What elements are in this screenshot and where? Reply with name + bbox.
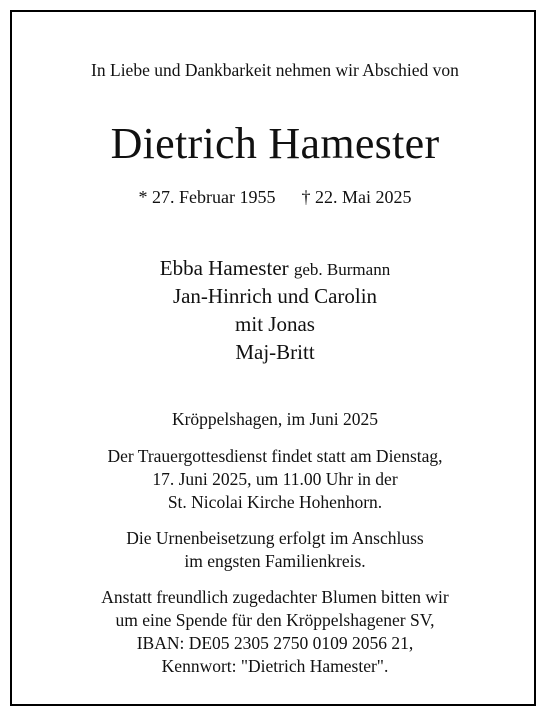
birth-date: * 27. Februar 1955 (138, 187, 276, 207)
deceased-name: Dietrich Hamester (110, 119, 440, 168)
donation-text-line: Anstatt freundlich zugedachter Blumen bitten wir (101, 587, 449, 607)
mourner-maiden-name: geb. Burmann (293, 260, 391, 279)
burial-text-line: Die Urnenbeisetzung erfolgt im Anschluss (126, 528, 424, 548)
donation-text-line: Kennwort: "Dietrich Hamester". (161, 656, 389, 676)
service-text-line: 17. Juni 2025, um 11.00 Uhr in der (152, 469, 398, 489)
donation-text-line: um eine Spende für den Kröppelshagener SV, (115, 610, 435, 630)
mourner-name: Ebba Hamester (159, 256, 289, 280)
mourner-line: mit Jonas (235, 312, 315, 336)
life-dates (0, 185, 550, 209)
mourner-line: Jan-Hinrich und Carolin (172, 284, 378, 308)
mourner-line (0, 255, 550, 283)
intro-text: In Liebe und Dankbarkeit nehmen wir Abschied von (91, 60, 459, 80)
burial-text-line: im engsten Familienkreis. (184, 551, 366, 571)
mourner-line: Maj-Britt (235, 340, 315, 364)
place-date: Kröppelshagen, im Juni 2025 (171, 409, 379, 429)
donation-text-line: IBAN: DE05 2305 2750 0109 2056 21, (136, 633, 414, 653)
death-date: † 22. Mai 2025 (301, 187, 412, 207)
service-text-line: Der Trauergottesdienst findet statt am Dienstag, (107, 446, 443, 466)
service-text-line: St. Nicolai Kirche Hohenhorn. (167, 492, 383, 512)
